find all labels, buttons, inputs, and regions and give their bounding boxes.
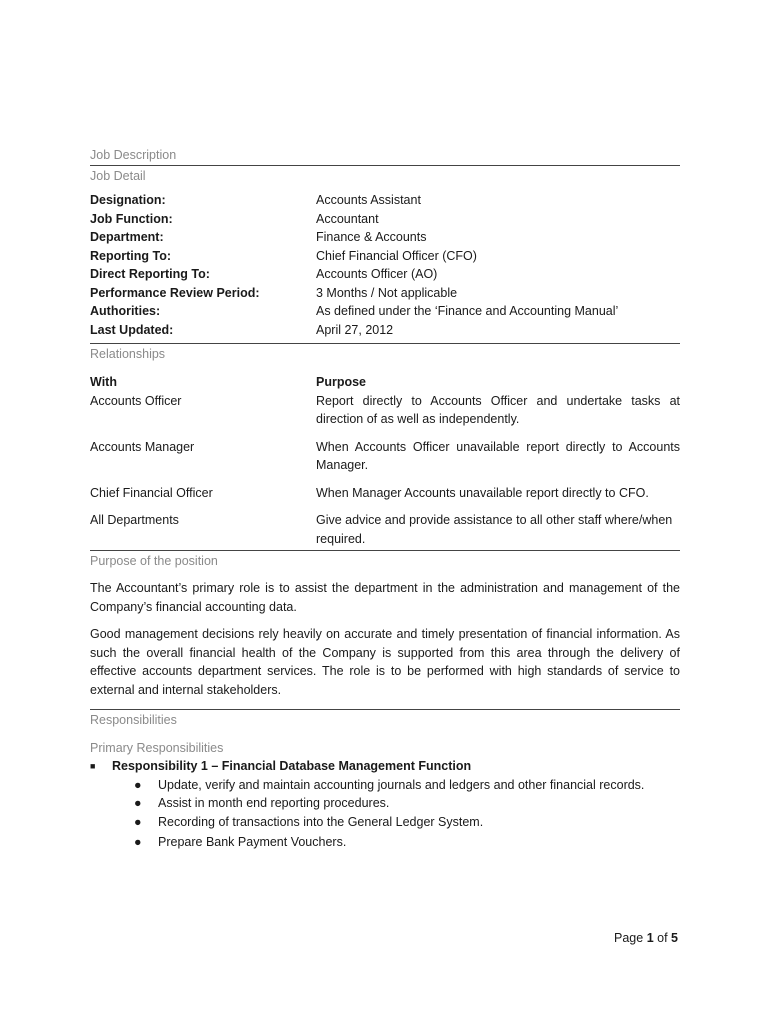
- detail-label: Authorities:: [90, 304, 161, 318]
- page-footer: [614, 931, 678, 945]
- square-bullet-icon: ■: [90, 761, 96, 771]
- detail-row: [90, 284, 680, 303]
- list-item: ● Update, verify and maintain accounting journals and ledgers and other financial records.: [134, 776, 680, 795]
- relationship-row: [90, 484, 680, 503]
- of-label: of: [657, 931, 668, 945]
- relationship-row: [90, 438, 680, 475]
- relationship-purpose: When Accounts Officer unavailable report directly to Accounts Manager.: [316, 439, 680, 472]
- bullet-icon: ●: [134, 835, 142, 849]
- detail-label: Performance Review Period:: [90, 285, 260, 300]
- relationship-purpose: When Manager Accounts unavailable report directly to CFO.: [316, 485, 649, 500]
- detail-value: Chief Financial Officer (CFO): [316, 248, 477, 263]
- detail-row: [90, 228, 680, 247]
- responsibilities-title: Responsibilities: [90, 713, 177, 727]
- purpose-paragraph: The Accountant’s primary role is to assist the department in the administration and management of the Company’s financial accounting data.: [90, 581, 680, 614]
- detail-row: [90, 210, 680, 229]
- bullet-icon: ●: [134, 777, 142, 792]
- detail-label: Direct Reporting To:: [90, 267, 210, 281]
- purpose-paragraph: Good management decisions rely heavily on accurate and timely presentation of financial information. As such the overall financial health of the Company is supported from this area through the delivery of effective accounts department services. The role is to be performed with high standards of service to external and internal stakeholders.: [90, 627, 680, 697]
- detail-value: Accounts Assistant: [316, 193, 421, 207]
- relationship-with: Accounts Officer: [90, 393, 182, 408]
- page-number: 1: [646, 931, 654, 945]
- job-detail-title: Job Detail: [90, 169, 146, 183]
- divider: [90, 343, 680, 344]
- relationship-with: Accounts Manager: [90, 439, 195, 454]
- job-detail-table: [90, 191, 680, 339]
- detail-row: [90, 247, 680, 266]
- detail-label: Last Updated:: [90, 322, 174, 337]
- bullet-icon: ●: [134, 814, 142, 829]
- responsibility-item: [90, 757, 680, 776]
- relationships-title: Relationships: [90, 347, 166, 361]
- relationship-row: [90, 511, 680, 548]
- detail-value: As defined under the ‘Finance and Accounting Manual’: [316, 304, 619, 318]
- detail-row: [90, 191, 680, 210]
- purpose-title: Purpose of the position: [90, 554, 218, 568]
- detail-value: Accounts Officer (AO): [316, 267, 438, 281]
- detail-label: Department:: [90, 230, 164, 244]
- detail-row: [90, 321, 680, 340]
- page-total: 5: [671, 931, 678, 945]
- responsibility-bullets: [90, 776, 680, 852]
- list-item: ● Prepare Bank Payment Vouchers.: [134, 833, 680, 852]
- detail-value: April 27, 2012: [316, 322, 394, 337]
- col-purpose-header: Purpose: [316, 375, 367, 389]
- relationship-row: [90, 392, 680, 429]
- document-page: [90, 146, 680, 852]
- col-with-header: With: [90, 375, 117, 389]
- relationship-purpose: Give advice and provide assistance to all other staff where/when required.: [316, 513, 673, 546]
- relationships-header-row: [90, 373, 680, 392]
- relationship-with: Chief Financial Officer: [90, 485, 213, 500]
- list-item: ● Assist in month end reporting procedures.: [134, 794, 680, 813]
- relationship-purpose: Report directly to Accounts Officer and undertake tasks at direction of as well as independently.: [316, 393, 680, 426]
- divider: [90, 550, 680, 551]
- detail-label: Reporting To:: [90, 248, 171, 263]
- doc-title: Job Description: [90, 148, 177, 162]
- detail-row: [90, 265, 680, 284]
- detail-label: Designation:: [90, 193, 166, 207]
- detail-label: Job Function:: [90, 211, 173, 226]
- relationship-with: All Departments: [90, 513, 179, 527]
- primary-responsibilities-title: Primary Responsibilities: [90, 741, 224, 755]
- page-label: Page: [614, 931, 644, 945]
- detail-row: [90, 302, 680, 321]
- responsibility-title: Responsibility 1 – Financial Database Management Function: [112, 759, 472, 773]
- detail-value: 3 Months / Not applicable: [316, 285, 458, 300]
- bullet-icon: ●: [134, 796, 142, 810]
- divider: [90, 709, 680, 710]
- detail-value: Finance & Accounts: [316, 230, 427, 244]
- detail-value: Accountant: [316, 211, 379, 226]
- divider: [90, 165, 680, 166]
- relationships-table: [90, 373, 680, 548]
- list-item: ● Recording of transactions into the General Ledger System.: [134, 813, 680, 832]
